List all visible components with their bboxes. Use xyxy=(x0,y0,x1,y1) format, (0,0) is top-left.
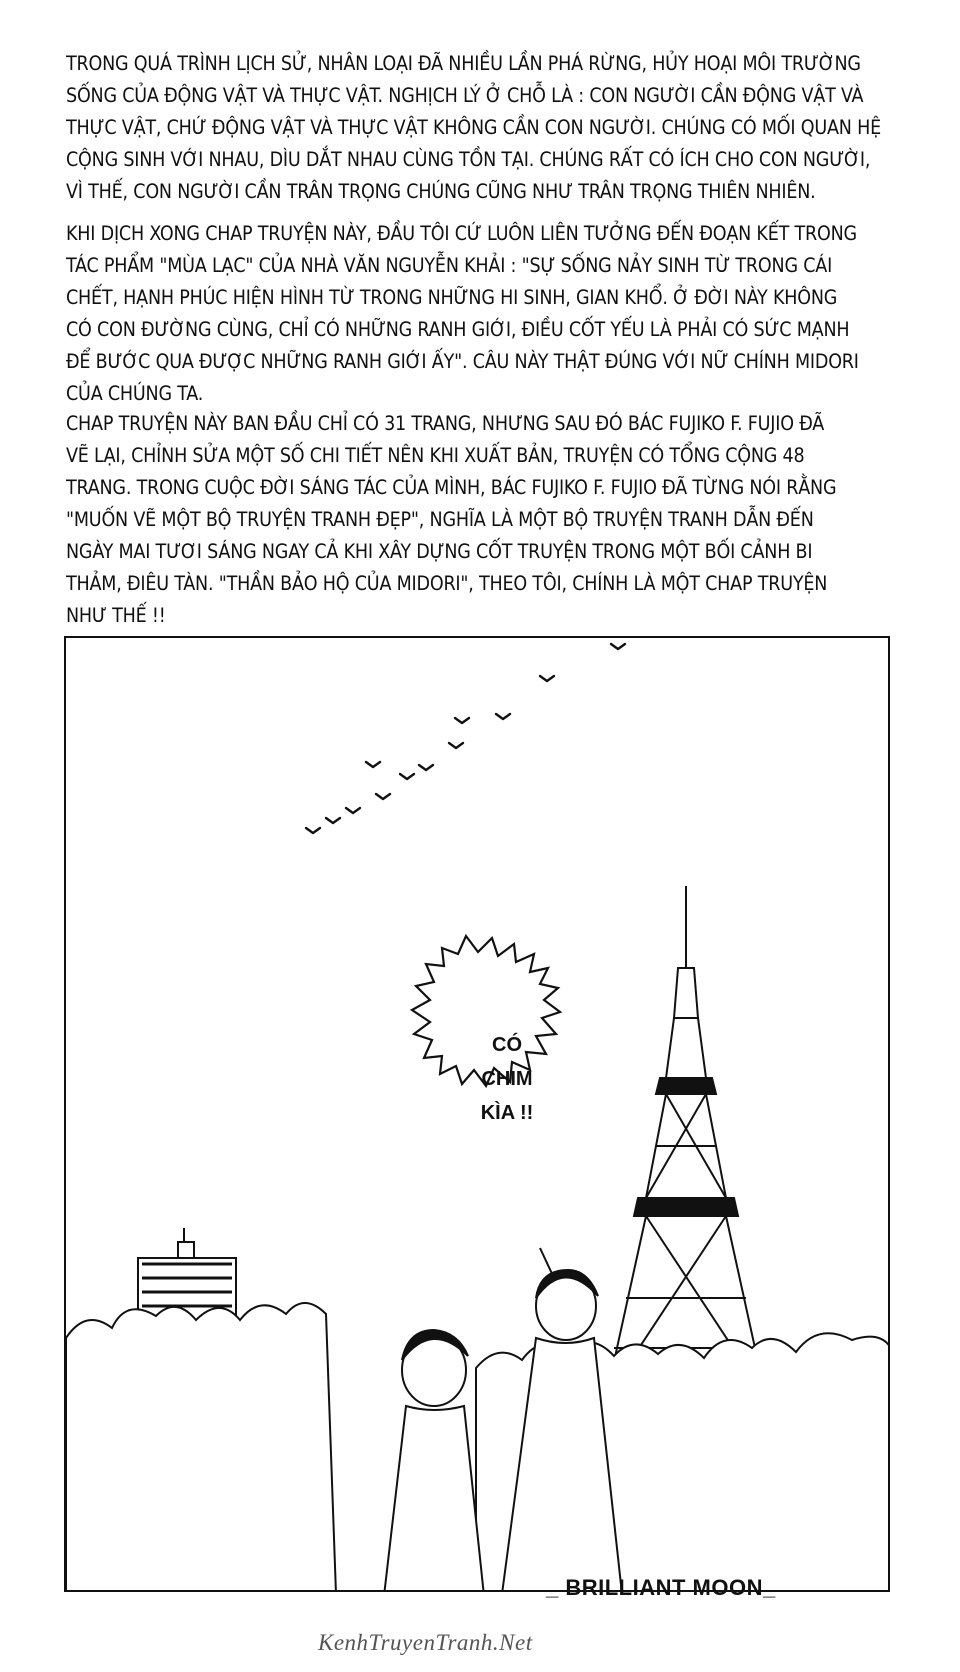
tree-line xyxy=(66,1303,336,1592)
paragraph-3 xyxy=(66,408,896,632)
text-line: VÌ THẾ, CON NGƯỜI CẦN TRÂN TRỌNG CHÚNG CŨNG NHƯ TRÂN TRỌNG THIÊN NHIÊN. xyxy=(66,180,816,203)
site-watermark: KenhTruyenTranh.Net xyxy=(318,1630,533,1655)
text-line: THỰC VẬT, CHỨ ĐỘNG VẬT VÀ THỰC VẬT KHÔNG CẦN CON NGƯỜI. CHÚNG CÓ MỐI QUAN HỆ xyxy=(66,116,881,139)
text-line: TÁC PHẨM "MÙA LẠC" CỦA NHÀ VĂN NGUYỄN KHẢI : "SỰ SỐNG NẢY SINH TỪ TRONG CÁI xyxy=(66,254,833,277)
text-line: THẢM, ĐIÊU TÀN. "THẦN BẢO HỘ CỦA MIDORI", THEO TÔI, CHÍNH LÀ MỘT CHAP TRUYỆN xyxy=(66,572,828,595)
text-line: CỦA CHÚNG TA. xyxy=(66,382,204,405)
text-line: CỘNG SINH VỚI NHAU, DÌU DẮT NHAU CÙNG TỒN TẠI. CHÚNG RẤT CÓ ÍCH CHO CON NGƯỜI, xyxy=(66,148,871,171)
text-line: KHI DỊCH XONG CHAP TRUYỆN NÀY, ĐẦU TÔI CỨ LUÔN LIÊN TƯỞNG ĐẾN ĐOẠN KẾT TRONG xyxy=(66,222,857,245)
bird-icon xyxy=(540,676,554,681)
text-line: TRANG. TRONG CUỘC ĐỜI SÁNG TÁC CỦA MÌNH, BÁC FUJIKO F. FUJIO ĐÃ TỪNG NÓI RẰNG xyxy=(66,476,837,499)
text-line: TRONG QUÁ TRÌNH LỊCH SỬ, NHÂN LOẠI ĐÃ NHIỀU LẦN PHÁ RỪNG, HỦY HOẠI MÔI TRƯỜNG xyxy=(66,52,861,75)
bird-icon xyxy=(611,644,625,649)
text-line: "MUỐN VẼ MỘT BỘ TRUYỆN TRANH ĐẸP", NGHĨA LÀ MỘT BỘ TRUYỆN TRANH DẪN ĐẾN xyxy=(66,508,814,531)
text-line: CHẾT, HẠNH PHÚC HIỆN HÌNH TỪ TRONG NHỮNG HI SINH, GIAN KHỔ. Ở ĐỜI NÀY KHÔNG xyxy=(66,286,838,309)
bird-icon xyxy=(376,794,390,799)
text-line: ĐỂ BƯỚC QUA ĐƯỢC NHỮNG RANH GIỚI ẤY". CÂU NÀY THẬT ĐÚNG VỚI NỮ CHÍNH MIDORI xyxy=(66,350,859,373)
text-line: VẼ LẠI, CHỈNH SỬA MỘT SỐ CHI TIẾT NÊN KHI XUẤT BẢN, TRUYỆN CÓ TỔNG CỘNG 48 xyxy=(66,444,805,467)
paragraph-2 xyxy=(66,218,896,410)
text-line: CÓ CON ĐƯỜNG CÙNG, CHỈ CÓ NHỮNG RANH GIỚI, ĐIỀU CỐT YẾU LÀ PHẢI CÓ SỨC MẠNH xyxy=(66,318,850,341)
bird-icon xyxy=(346,808,360,813)
bubble-line: CÓ xyxy=(492,1034,522,1056)
character-boy xyxy=(384,1330,484,1592)
paragraph-1 xyxy=(66,48,896,208)
text-line: NHƯ THẾ !! xyxy=(66,604,166,627)
tower xyxy=(606,886,766,1398)
bird-icon xyxy=(400,774,414,779)
bird-flock xyxy=(306,638,712,833)
bird-icon xyxy=(455,718,469,723)
bird-icon xyxy=(419,765,433,770)
bird-icon xyxy=(326,818,340,823)
text-line: NGÀY MAI TƯƠI SÁNG NGAY CẢ KHI XÂY DỰNG CỐT TRUYỆN TRONG MỘT BỐI CẢNH BI xyxy=(66,540,813,563)
bird-icon xyxy=(366,762,380,767)
bubble-line: KÌA !! xyxy=(480,1102,534,1124)
bird-icon xyxy=(496,714,510,719)
speech-bubble-text xyxy=(452,1028,562,1130)
bubble-line: CHIM xyxy=(481,1068,533,1090)
bird-icon xyxy=(449,743,463,748)
text-line: SỐNG CỦA ĐỘNG VẬT VÀ THỰC VẬT. NGHỊCH LÝ Ở CHỖ LÀ : CON NGƯỜI CẦN ĐỘNG VẬT VÀ xyxy=(66,84,864,107)
text-line: CHAP TRUYỆN NÀY BAN ĐẦU CHỈ CÓ 31 TRANG, NHƯNG SAU ĐÓ BÁC FUJIKO F. FUJIO ĐÃ xyxy=(66,412,825,435)
bird-icon xyxy=(306,828,320,833)
translator-signature: _ BRILLIANT MOON_ xyxy=(546,1575,776,1600)
